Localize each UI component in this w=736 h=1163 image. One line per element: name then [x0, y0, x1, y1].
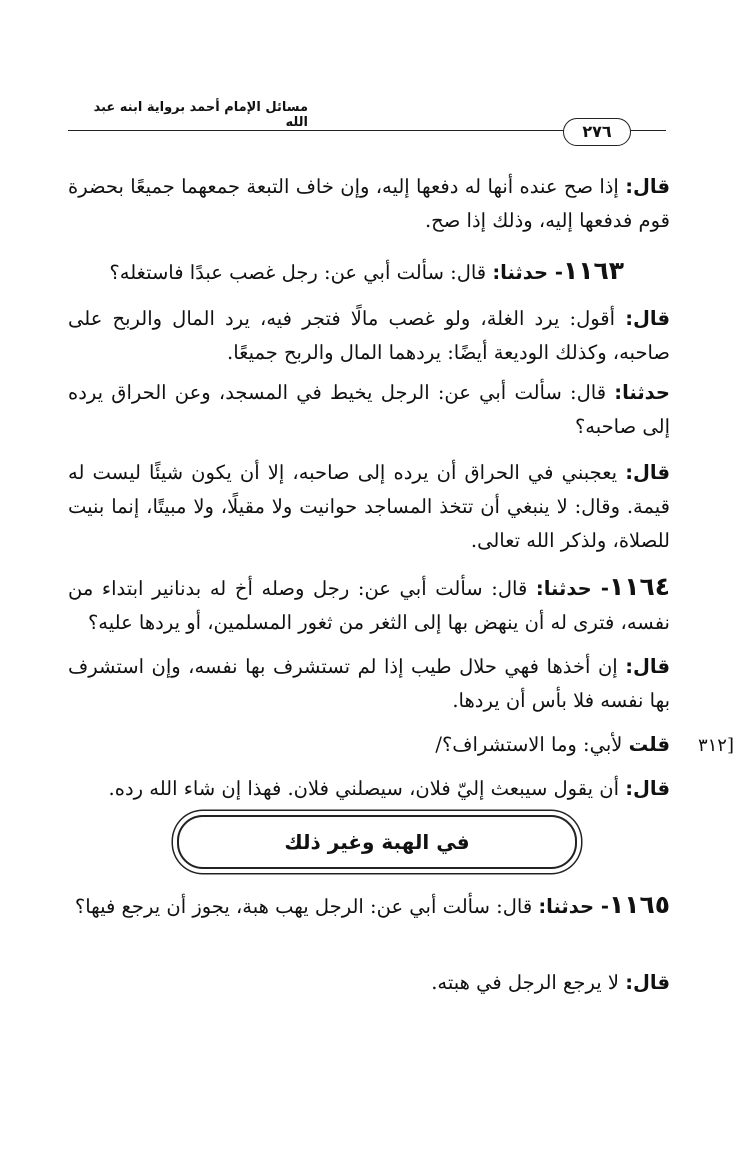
paragraph-label: حدثنا:: [614, 381, 670, 404]
paragraph-label: قال:: [625, 307, 670, 330]
section-heading: في الهبة وغير ذلك: [284, 830, 470, 854]
page-number: ٢٧٦: [563, 118, 631, 146]
paragraph: [68, 170, 670, 238]
hadith-entry: [68, 570, 670, 640]
paragraph-text: قال: سألت أبي عن: رجل وصله أخ له بدنانير ابتداء من نفسه، فترى له أن ينهض بها إلى الثغر من ثغور المسلمين، أو يردها عليه؟: [68, 577, 670, 634]
paragraph: [68, 966, 670, 1000]
paragraph: [68, 456, 670, 558]
paragraph-label: قال:: [625, 655, 670, 678]
paragraph: [68, 302, 670, 370]
paragraph-label: قال:: [625, 971, 670, 994]
paragraph: [68, 376, 670, 444]
paragraph-text: لأبي: وما الاستشراف؟/: [435, 733, 629, 756]
hadith-number: ١١٦٥: [608, 890, 670, 919]
paragraph: [68, 650, 670, 718]
margin-page-reference: [٣١٢: [697, 735, 734, 756]
paragraph-text: قال: سألت أبي عن: الرجل يهب هبة، يجوز أن يرجع فيها؟: [74, 895, 539, 918]
section-heading-box: [177, 815, 577, 869]
paragraph-label: قلت: [628, 733, 670, 756]
paragraph-label: - حدثنا:: [492, 261, 563, 284]
paragraph-text: يعجبني في الحراق أن يرده إلى صاحبه، إلا أن يكون شيئًا ليست له قيمة. وقال: لا ينبغي أن تتخذ المساجد حوانيت ولا مقيلًا، ولا مبيتًا، إنما بنيت للصلاة، ولذكر الله تعالى.: [68, 461, 670, 552]
paragraph-label: قال:: [625, 461, 670, 484]
header-rule-tail: [628, 130, 666, 131]
hadith-entry: [68, 888, 670, 924]
paragraph-label: قال:: [625, 175, 670, 198]
paragraph-text: قال: سألت أبي عن: رجل غصب عبدًا فاستغله؟: [109, 261, 493, 284]
paragraph: [68, 728, 670, 762]
running-header-title: مسائل الإمام أحمد برواية ابنه عبد الله: [93, 100, 308, 130]
paragraph-text: لا يرجع الرجل في هبته.: [431, 971, 626, 994]
hadith-number: ١١٦٣: [562, 256, 624, 285]
paragraph-text: قال: سألت أبي عن: الرجل يخيط في المسجد، وعن الحراق يرده إلى صاحبه؟: [68, 381, 670, 438]
paragraph-label: قال:: [625, 777, 670, 800]
hadith-entry: [68, 254, 670, 290]
paragraph: [68, 772, 670, 806]
paragraph-label: - حدثنا:: [538, 895, 609, 918]
paragraph-label: - حدثنا:: [535, 577, 609, 600]
hadith-number: ١١٦٤: [608, 572, 671, 601]
paragraph-text: إن أخذها فهي حلال طيب إذا لم تستشرف بها نفسه، وإن استشرف بها نفسه فلا بأس أن يردها.: [68, 655, 670, 712]
header-rule: [68, 130, 566, 131]
paragraph-text: إذا صح عنده أنها له دفعها إليه، وإن خاف التبعة جمعهما جميعًا بحضرة قوم فدفعها إليه، وذلك إذا صح.: [68, 175, 670, 232]
paragraph-text: أقول: يرد الغلة، ولو غصب مالًا فتجر فيه، يرد المال والربح على صاحبه، وكذلك الوديعة أيضًا: يردهما المال والربح جميعًا.: [68, 307, 670, 364]
paragraph-text: أن يقول سيبعث إليّ فلان، سيصلني فلان. فهذا إن شاء الله رده.: [108, 777, 626, 800]
